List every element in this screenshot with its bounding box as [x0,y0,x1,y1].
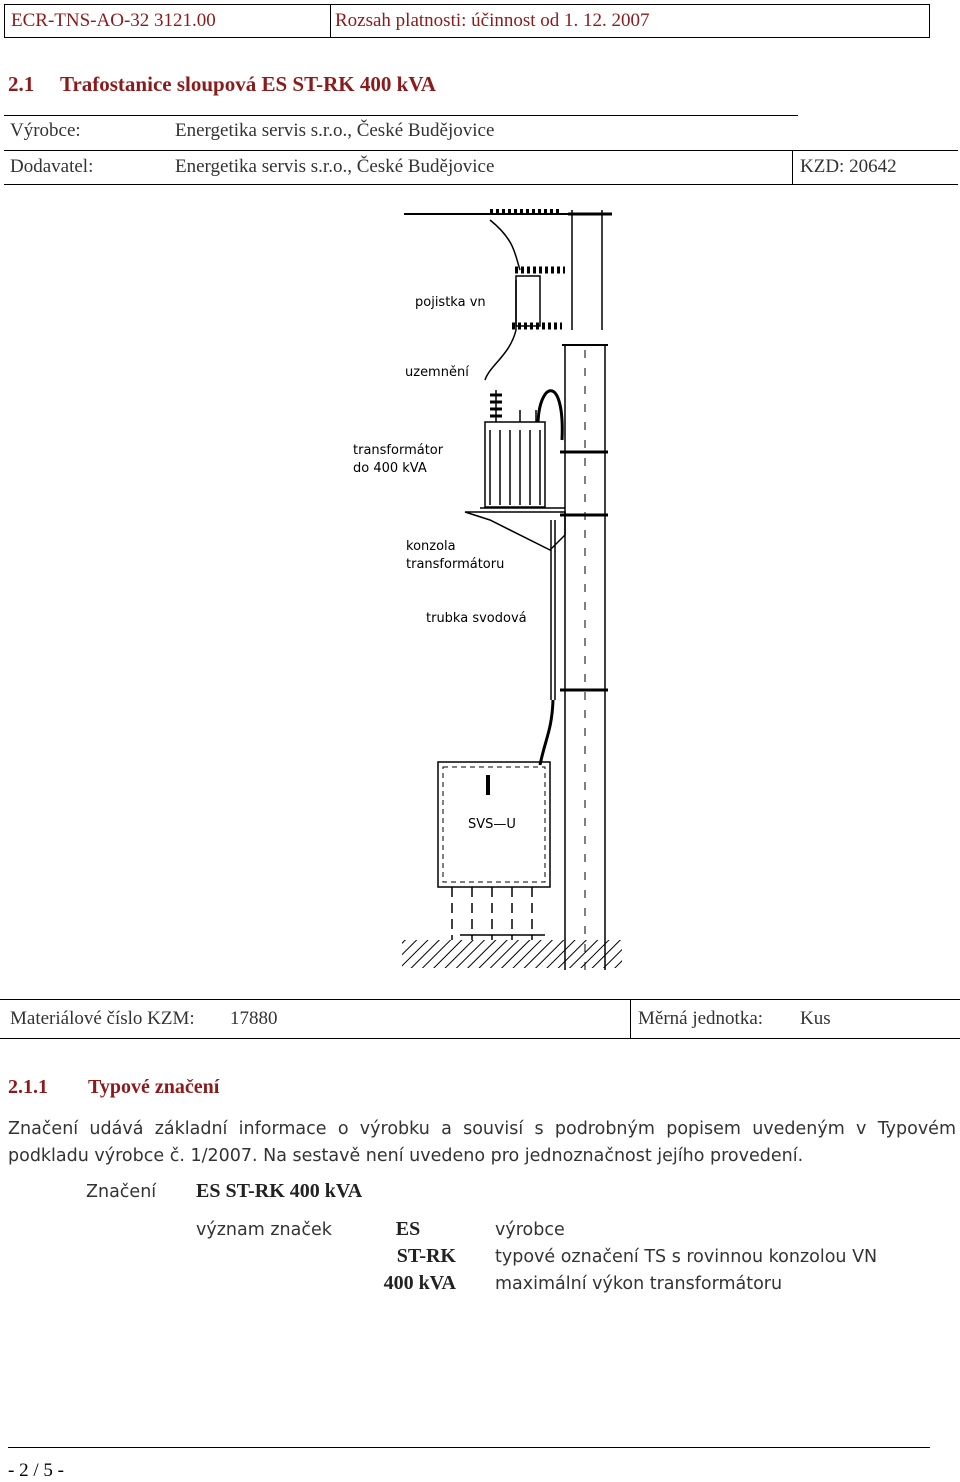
unit-value: Kus [800,1008,831,1029]
grounding-label: uzemnění [405,365,469,380]
marking-value: ES ST-RK 400 kVA [196,1180,363,1202]
section-title: Typové značení [88,1076,220,1098]
manufacturer-label: Výrobce: [10,120,81,141]
footer-divider [8,1447,930,1448]
marking-label: Značení [86,1182,157,1202]
divider [792,150,793,184]
pole-substation-drawing [340,190,625,970]
divider [4,150,958,151]
meaning-code: ST-RK [396,1245,456,1267]
divider [4,184,958,185]
supplier-value: Energetika servis s.r.o., České Budějovice [175,156,495,177]
meaning-desc: maximální výkon transformátoru [495,1274,783,1294]
manufacturer-value: Energetika servis s.r.o., České Budějovice [175,120,495,141]
meaning-desc: typové označení TS s rovinnou konzolou VN [495,1247,878,1267]
switchboard-label: SVS—U [468,817,516,832]
transformer-label-2: do 400 kVA [353,461,427,476]
title-text: Trafostanice sloupová ES ST-RK 400 kVA [60,72,436,96]
divider [630,1000,631,1038]
pipe-label: trubka svodová [426,611,527,626]
section-paragraph: Značení udává základní informace o výrobku a souvisí s podrobným popisem uvedeným v Typovém podkladu výrobce č. 1/2007. Na sestavě není uvedeno pro jednoznačnost jejího provedení. [8,1119,956,1166]
transformer-label-1: transformátor [353,443,444,458]
meaning-code: ES [395,1218,421,1240]
fuse-label: pojistka vn [415,295,486,310]
meaning-desc: výrobce [495,1220,565,1240]
supplier-label: Dodavatel: [10,156,94,177]
document-header [4,4,930,38]
meaning-code: 400 kVA [383,1272,456,1294]
page-number: - 2 / 5 - [8,1460,64,1481]
divider [4,115,798,116]
kzd-code: KZD: 20642 [800,156,897,177]
section-number: 2.1.1 [8,1076,48,1098]
validity-info: Rozsah platnosti: účinnost od 1. 12. 2007 [335,10,650,31]
bracket-label-1: konzola [406,539,456,554]
kzm-label: Materiálové číslo KZM: [10,1008,195,1029]
document-code: ECR-TNS-AO-32 3121.00 [5,5,331,37]
material-row [0,999,960,1039]
meaning-label: význam značek [196,1220,332,1240]
page-title [8,72,436,97]
kzm-value: 17880 [230,1008,278,1029]
unit-label: Měrná jednotka: [638,1008,764,1029]
bracket-label-2: transformátoru [406,557,505,572]
section-heading [8,1076,219,1099]
title-number: 2.1 [8,72,35,96]
